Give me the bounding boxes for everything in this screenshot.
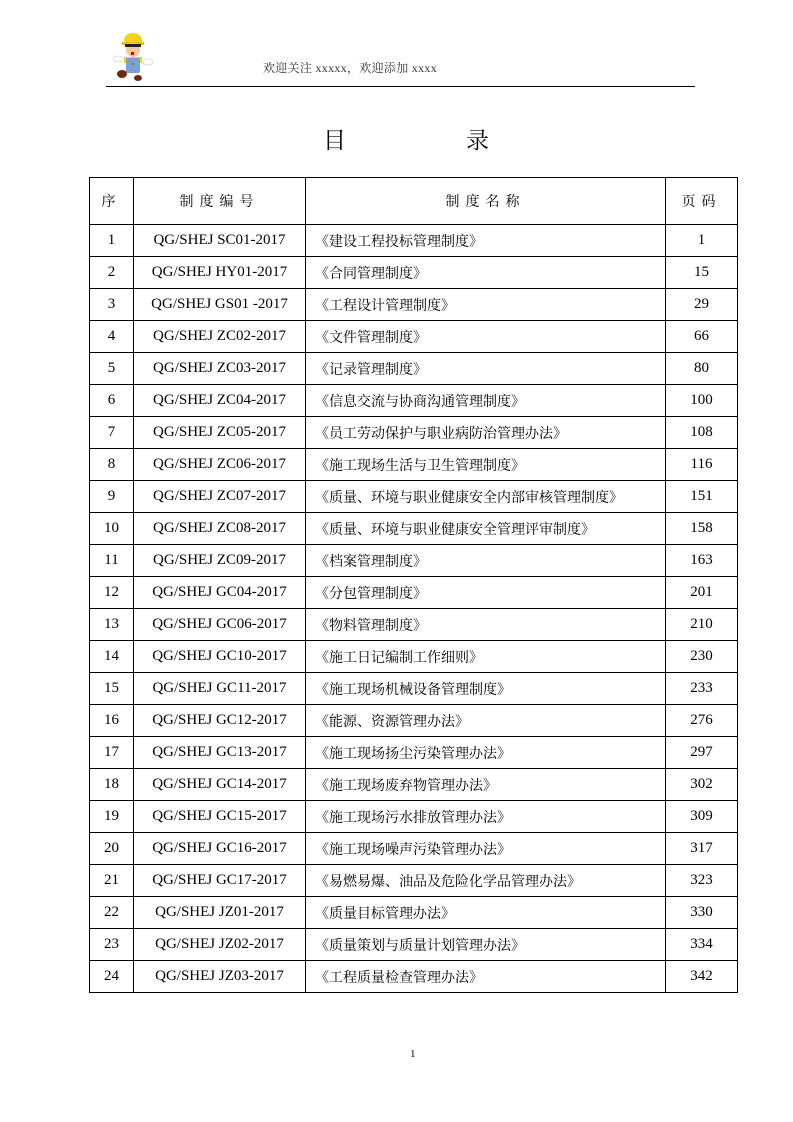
row-name: 《施工现场废弃物管理办法》: [306, 769, 666, 801]
table-row: [90, 321, 738, 353]
row-page: 108: [666, 417, 738, 449]
table-row: [90, 481, 738, 513]
table-row: [90, 929, 738, 961]
row-name: 《合同管理制度》: [306, 257, 666, 289]
row-code: QG/SHEJ ZC06-2017: [134, 449, 306, 481]
row-index: 13: [90, 609, 134, 641]
row-page: 1: [666, 225, 738, 257]
row-page: 100: [666, 385, 738, 417]
row-name: 《易燃易爆、油品及危险化学品管理办法》: [306, 865, 666, 897]
table-row: [90, 801, 738, 833]
row-code: QG/SHEJ GC06-2017: [134, 609, 306, 641]
row-name: 《建设工程投标管理制度》: [306, 225, 666, 257]
table-row: [90, 705, 738, 737]
row-index: 9: [90, 481, 134, 513]
row-index: 24: [90, 961, 134, 993]
row-name: 《信息交流与协商沟通管理制度》: [306, 385, 666, 417]
row-index: 10: [90, 513, 134, 545]
row-code: QG/SHEJ GC15-2017: [134, 801, 306, 833]
row-page: 297: [666, 737, 738, 769]
table-row: [90, 385, 738, 417]
row-index: 2: [90, 257, 134, 289]
row-index: 1: [90, 225, 134, 257]
page-title-part1: 目: [323, 128, 346, 154]
row-code: QG/SHEJ GC12-2017: [134, 705, 306, 737]
row-page: 151: [666, 481, 738, 513]
row-index: 5: [90, 353, 134, 385]
table-row: [90, 897, 738, 929]
row-page: 230: [666, 641, 738, 673]
row-page: 233: [666, 673, 738, 705]
row-name: 《质量策划与质量计划管理办法》: [306, 929, 666, 961]
row-code: QG/SHEJ ZC04-2017: [134, 385, 306, 417]
row-index: 12: [90, 577, 134, 609]
header-divider: [106, 86, 695, 87]
row-code: QG/SHEJ ZC02-2017: [134, 321, 306, 353]
row-page: 163: [666, 545, 738, 577]
row-name: 《文件管理制度》: [306, 321, 666, 353]
header-name: 制度名称: [306, 178, 666, 225]
row-name: 《物料管理制度》: [306, 609, 666, 641]
row-index: 19: [90, 801, 134, 833]
row-page: 29: [666, 289, 738, 321]
table-row: [90, 577, 738, 609]
row-page: 342: [666, 961, 738, 993]
row-page: 334: [666, 929, 738, 961]
row-code: QG/SHEJ JZ01-2017: [134, 897, 306, 929]
row-index: 18: [90, 769, 134, 801]
row-code: QG/SHEJ ZC08-2017: [134, 513, 306, 545]
table-row: [90, 609, 738, 641]
row-page: 330: [666, 897, 738, 929]
table-row: [90, 737, 738, 769]
row-index: 21: [90, 865, 134, 897]
row-index: 6: [90, 385, 134, 417]
table-row: [90, 513, 738, 545]
table-row: [90, 225, 738, 257]
row-index: 7: [90, 417, 134, 449]
row-page: 201: [666, 577, 738, 609]
table-header-row: [90, 178, 738, 225]
row-index: 22: [90, 897, 134, 929]
row-index: 8: [90, 449, 134, 481]
row-name: 《记录管理制度》: [306, 353, 666, 385]
header-index: 序: [90, 178, 134, 225]
row-page: 15: [666, 257, 738, 289]
row-code: QG/SHEJ HY01-2017: [134, 257, 306, 289]
header-page: 页码: [666, 178, 738, 225]
row-index: 14: [90, 641, 134, 673]
row-page: 323: [666, 865, 738, 897]
row-index: 23: [90, 929, 134, 961]
row-code: QG/SHEJ SC01-2017: [134, 225, 306, 257]
table-row: [90, 961, 738, 993]
table-row: [90, 545, 738, 577]
table-row: [90, 833, 738, 865]
table-row: [90, 673, 738, 705]
row-name: 《施工日记编制工作细则》: [306, 641, 666, 673]
row-code: QG/SHEJ ZC07-2017: [134, 481, 306, 513]
row-name: 《工程质量检查管理办法》: [306, 961, 666, 993]
row-name: 《分包管理制度》: [306, 577, 666, 609]
row-code: QG/SHEJ JZ03-2017: [134, 961, 306, 993]
row-name: 《能源、资源管理办法》: [306, 705, 666, 737]
row-page: 276: [666, 705, 738, 737]
table-row: [90, 641, 738, 673]
row-name: 《工程设计管理制度》: [306, 289, 666, 321]
toc-table: [89, 177, 738, 993]
row-page: 302: [666, 769, 738, 801]
page-title-part2: 录: [466, 128, 489, 154]
row-name: 《施工现场噪声污染管理办法》: [306, 833, 666, 865]
table-row: [90, 257, 738, 289]
row-code: QG/SHEJ GC17-2017: [134, 865, 306, 897]
header-text: 欢迎关注 xxxxx，欢迎添加 xxxx: [263, 61, 438, 75]
row-code: QG/SHEJ JZ02-2017: [134, 929, 306, 961]
row-name: 《施工现场机械设备管理制度》: [306, 673, 666, 705]
table-row: [90, 865, 738, 897]
row-name: 《施工现场生活与卫生管理制度》: [306, 449, 666, 481]
table-row: [90, 353, 738, 385]
row-index: 16: [90, 705, 134, 737]
row-code: QG/SHEJ GC14-2017: [134, 769, 306, 801]
row-index: 15: [90, 673, 134, 705]
table-row: [90, 417, 738, 449]
row-page: 66: [666, 321, 738, 353]
row-name: 《施工现场扬尘污染管理办法》: [306, 737, 666, 769]
row-code: QG/SHEJ GS01 -2017: [134, 289, 306, 321]
row-page: 210: [666, 609, 738, 641]
row-code: QG/SHEJ ZC05-2017: [134, 417, 306, 449]
row-index: 4: [90, 321, 134, 353]
table-row: [90, 289, 738, 321]
header-code: 制度编号: [134, 178, 306, 225]
page-number: 1: [410, 1048, 416, 1060]
row-name: 《质量、环境与职业健康安全管理评审制度》: [306, 513, 666, 545]
table-row: [90, 449, 738, 481]
row-name: 《员工劳动保护与职业病防治管理办法》: [306, 417, 666, 449]
row-name: 《质量、环境与职业健康安全内部审核管理制度》: [306, 481, 666, 513]
worker-mascot-logo: [112, 30, 154, 82]
row-name: 《档案管理制度》: [306, 545, 666, 577]
row-code: QG/SHEJ GC04-2017: [134, 577, 306, 609]
row-name: 《质量目标管理办法》: [306, 897, 666, 929]
row-page: 309: [666, 801, 738, 833]
row-index: 20: [90, 833, 134, 865]
row-page: 158: [666, 513, 738, 545]
row-index: 3: [90, 289, 134, 321]
row-code: QG/SHEJ GC10-2017: [134, 641, 306, 673]
row-code: QG/SHEJ ZC09-2017: [134, 545, 306, 577]
row-index: 17: [90, 737, 134, 769]
row-code: QG/SHEJ GC11-2017: [134, 673, 306, 705]
row-page: 80: [666, 353, 738, 385]
row-code: QG/SHEJ ZC03-2017: [134, 353, 306, 385]
table-row: [90, 769, 738, 801]
row-page: 317: [666, 833, 738, 865]
row-code: QG/SHEJ GC13-2017: [134, 737, 306, 769]
row-index: 11: [90, 545, 134, 577]
row-name: 《施工现场污水排放管理办法》: [306, 801, 666, 833]
row-code: QG/SHEJ GC16-2017: [134, 833, 306, 865]
row-page: 116: [666, 449, 738, 481]
